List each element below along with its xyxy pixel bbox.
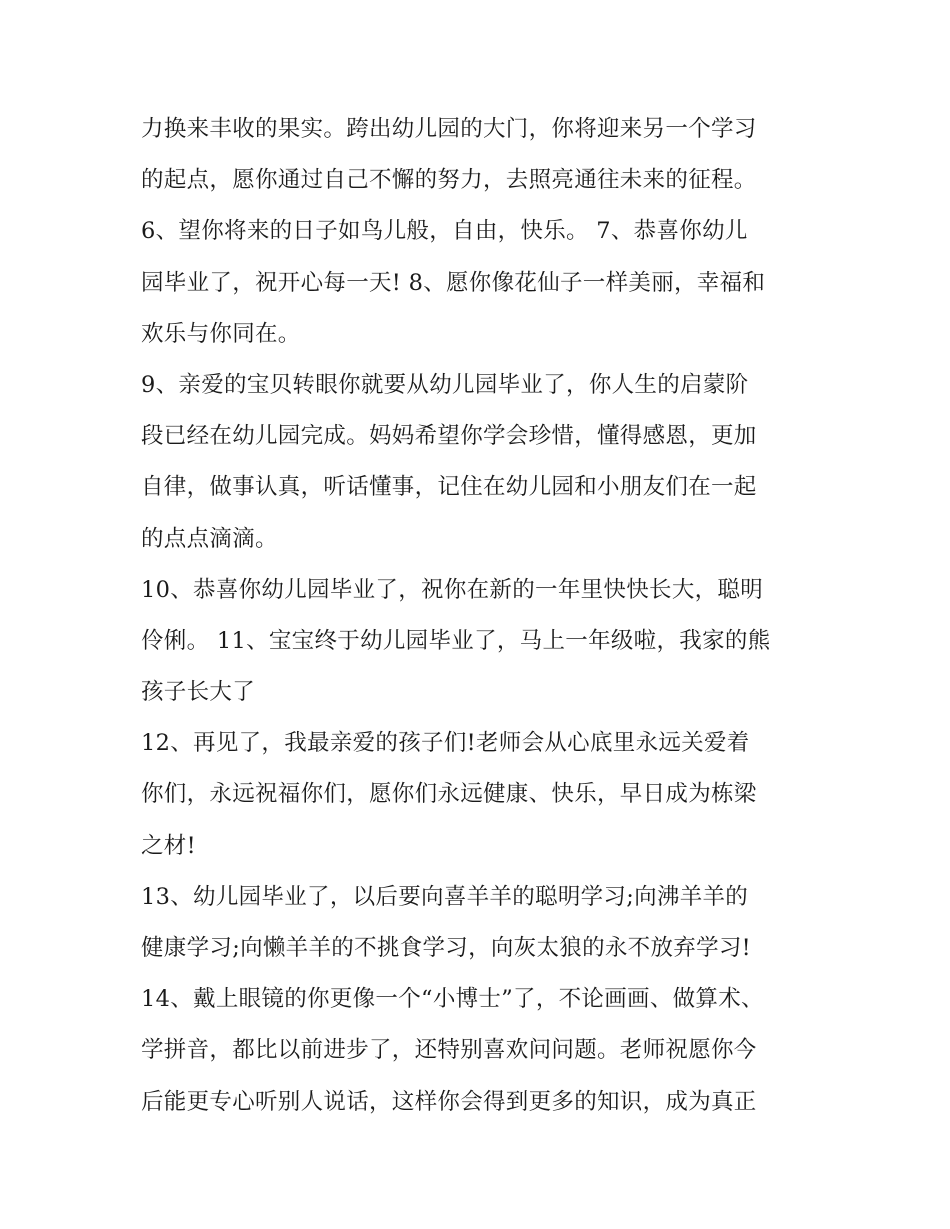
document-body — [141, 104, 816, 1128]
text-line: 段已经在幼儿园完成。妈妈希望你学会珍惜，懂得感恩，更加 — [141, 423, 757, 450]
text-line: 的点点滴滴。 — [141, 525, 278, 552]
text-line: 13、幼儿园毕业了，以后要向喜羊羊的聪明学习;向沸羊羊的 — [141, 883, 749, 910]
text-line: 的起点，愿你通过自己不懈的努力，去照亮通往未来的征程。 — [141, 167, 757, 194]
text-line: 伶俐。 11、宝宝终于幼儿园毕业了，马上一年级啦，我家的熊 — [141, 627, 771, 654]
text-line: 你们，永远祝福你们，愿你们永远健康、快乐，早日成为栋梁 — [141, 781, 757, 808]
text-line: 12、再见了，我最亲爱的孩子们!老师会从心底里永远关爱着 — [141, 730, 750, 757]
text-line: 10、恭喜你幼儿园毕业了，祝你在新的一年里快快长大，聪明 — [141, 576, 764, 603]
text-line: 6、望你将来的日子如鸟儿般，自由，快乐。 7、恭喜你幼儿 — [141, 218, 748, 245]
text-line: 之材! — [141, 832, 196, 859]
text-line: 力换来丰收的果实。跨出幼儿园的大门，你将迎来另一个学习 — [141, 116, 757, 142]
text-line: 学拼音，都比以前进步了，还特别喜欢问问题。老师祝愿你今 — [141, 1037, 757, 1064]
text-line: 健康学习;向懒羊羊的不挑食学习，向灰太狼的永不放弃学习! — [141, 935, 752, 961]
text-line: 后能更专心听别人说话，这样你会得到更多的知识，成为真正 — [141, 1088, 757, 1115]
text-line: 9、亲爱的宝贝转眼你就要从幼儿园毕业了，你人生的启蒙阶 — [141, 371, 749, 398]
text-line: 自律，做事认真，听话懂事，记住在幼儿园和小朋友们在一起 — [141, 474, 757, 501]
text-line: 欢乐与你同在。 — [141, 320, 301, 347]
text-line: 14、戴上眼镜的你更像一个“小博士”了，不论画画、做算术、 — [141, 986, 764, 1013]
text-line: 园毕业了，祝开心每一天! 8、愿你像花仙子一样美丽，幸福和 — [141, 269, 766, 296]
text-line: 孩子长大了 — [141, 679, 256, 706]
